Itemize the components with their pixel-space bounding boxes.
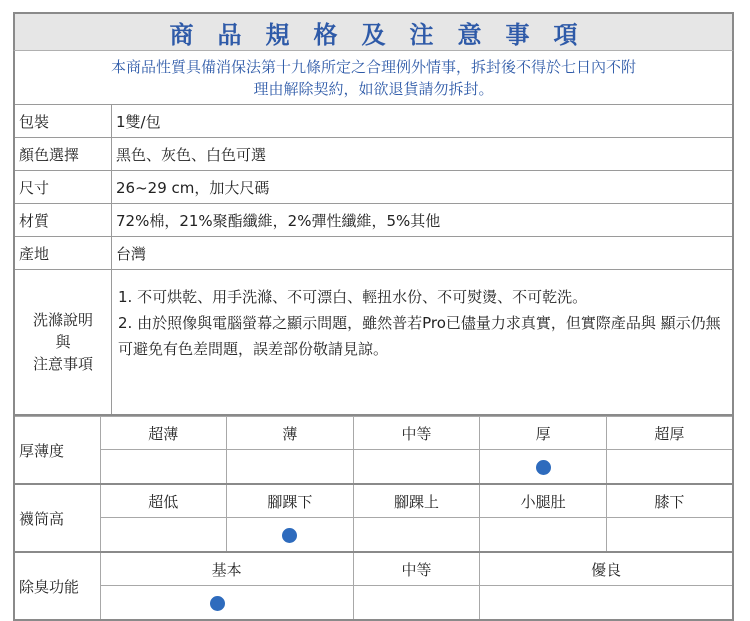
thickness-option: 超厚 — [606, 417, 733, 450]
indicator-cell — [100, 518, 227, 553]
deodorant-option: 基本 — [100, 552, 353, 586]
spec-value-packaging: 1雙/包 — [112, 105, 734, 138]
indicator-cell — [606, 450, 733, 485]
spec-value-origin: 台灣 — [112, 237, 734, 270]
selected-dot-icon — [210, 596, 225, 611]
thickness-indicators — [14, 450, 733, 485]
wash-label-line-1: 洗滌說明 — [32, 311, 93, 329]
thickness-option: 薄 — [227, 417, 354, 450]
sock-height-indicators — [14, 518, 733, 553]
notice-line-1: 本商品性質具備消保法第十九條所定之合理例外情事，拆封後不得於七日內不附 — [110, 57, 636, 76]
wash-instruction-1: 1. 不可烘乾、用手洗滌、不可漂白、輕扭水份、不可熨燙、不可乾洗。 — [118, 288, 588, 306]
return-notice — [13, 50, 734, 104]
selected-dot-icon — [282, 528, 297, 543]
indicator-cell — [606, 518, 733, 553]
indicator-cell — [353, 586, 480, 621]
title-bar — [13, 12, 734, 50]
indicator-cell — [100, 586, 353, 621]
wash-instruction-2: 2. 由於照像與電腦螢幕之顯示問題，雖然普若Pro已儘量力求真實，但實際產品與 顯示仍無可避免有色差問題，誤差部份敬請見諒。 — [118, 314, 721, 358]
thickness-option: 厚 — [480, 417, 607, 450]
spec-label-origin: 產地 — [14, 237, 112, 270]
indicator-cell — [227, 450, 354, 485]
selected-dot-icon — [536, 460, 551, 475]
thickness-option: 超薄 — [100, 417, 227, 450]
sock-height-option: 超低 — [100, 484, 227, 518]
sock-height-option: 腳踝下 — [227, 484, 354, 518]
wash-label — [14, 270, 112, 416]
page-title: 商品規格及注意事項 — [169, 20, 602, 49]
thickness-label: 厚薄度 — [14, 417, 100, 485]
thickness-option: 中等 — [353, 417, 480, 450]
spec-label-packaging: 包裝 — [14, 105, 112, 138]
notice-line-2: 理由解除契約，如欲退貨請勿拆封。 — [253, 79, 494, 98]
indicator-cell — [100, 450, 227, 485]
deodorant-label: 除臭功能 — [14, 552, 100, 620]
indicator-cell — [480, 518, 607, 553]
sock-height-label: 襪筒高 — [14, 484, 100, 552]
wash-instructions — [112, 270, 734, 416]
sock-height-option: 腳踝上 — [353, 484, 480, 518]
spec-sheet — [13, 12, 734, 621]
deodorant-indicators — [14, 586, 733, 621]
spec-label-size: 尺寸 — [14, 171, 112, 204]
grade-table — [13, 416, 734, 621]
sock-height-option: 膝下 — [606, 484, 733, 518]
spec-label-color: 顏色選擇 — [14, 138, 112, 171]
spec-label-material: 材質 — [14, 204, 112, 237]
indicator-cell — [353, 450, 480, 485]
wash-label-line-2: 與 — [55, 333, 71, 351]
indicator-cell — [227, 518, 354, 553]
spec-value-material: 72%棉，21%聚酯纖維，2%彈性纖維，5%其他 — [112, 204, 734, 237]
spec-value-size: 26~29 cm，加大尺碼 — [112, 171, 734, 204]
indicator-cell — [353, 518, 480, 553]
spec-table — [13, 104, 734, 416]
spec-value-color: 黑色、灰色、白色可選 — [112, 138, 734, 171]
sock-height-option: 小腿肚 — [480, 484, 607, 518]
deodorant-option: 中等 — [353, 552, 480, 586]
deodorant-option: 優良 — [480, 552, 733, 586]
indicator-cell — [480, 450, 607, 485]
wash-label-line-3: 注意事項 — [32, 355, 93, 373]
indicator-cell — [480, 586, 733, 621]
